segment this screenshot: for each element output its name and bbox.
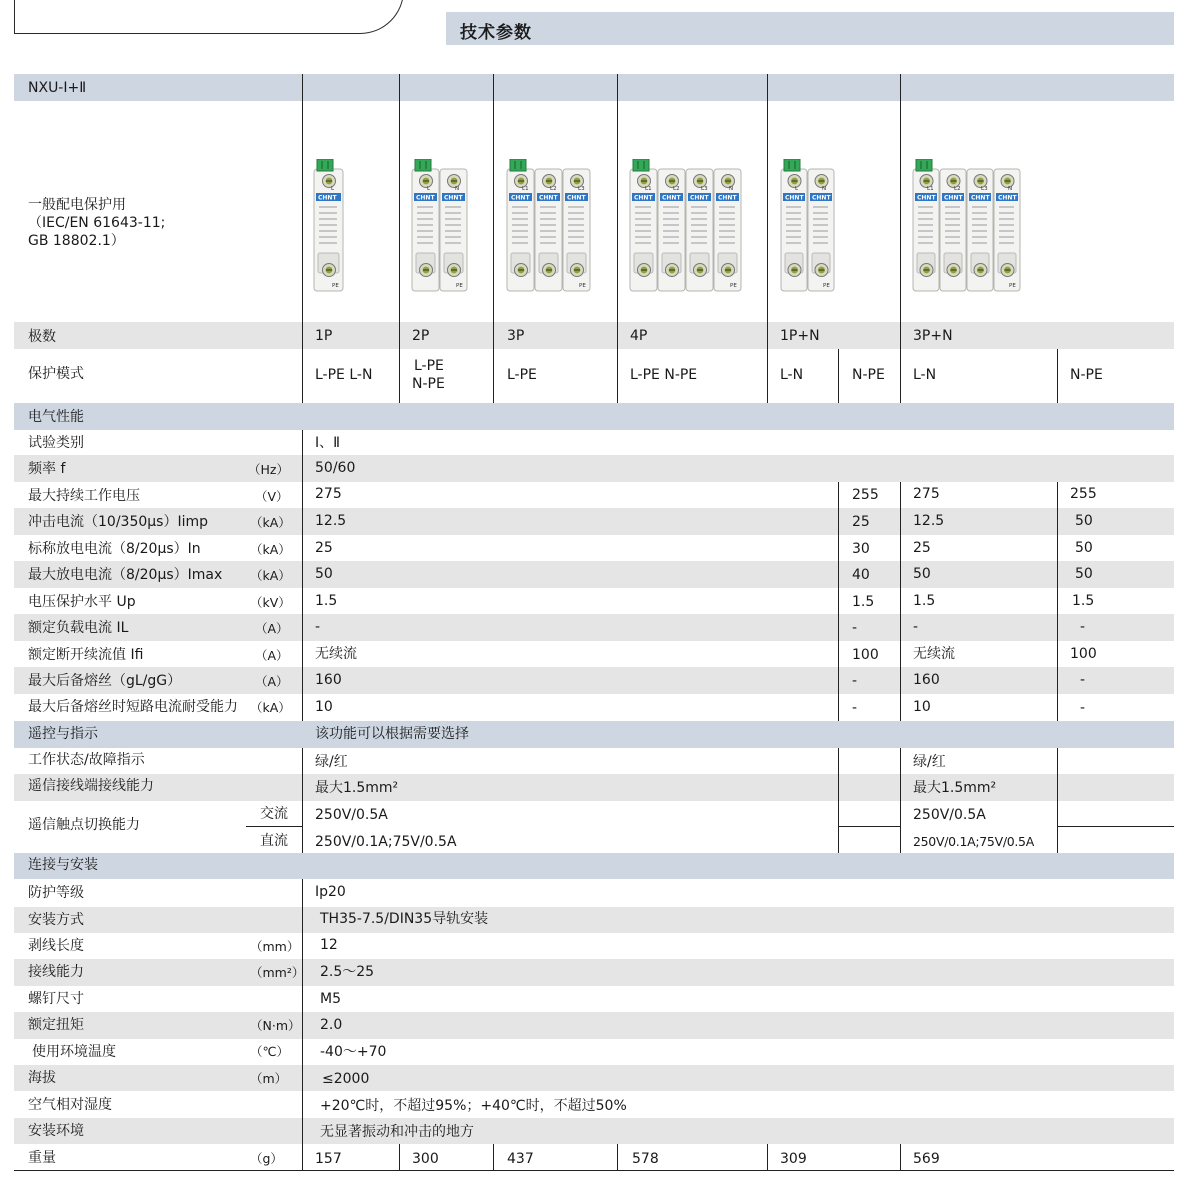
section-electrical: 电气性能 — [28, 409, 84, 425]
brand-label: CHNT — [690, 194, 709, 202]
row-n-value: 1.5 — [852, 594, 875, 610]
brand-label: CHNT — [812, 194, 831, 202]
terminal-marking: L3 — [981, 186, 988, 192]
col-divider — [302, 74, 303, 403]
section-band-electrical — [14, 403, 1174, 430]
row-3pn-value: 50 — [913, 566, 931, 582]
col-divider — [1057, 349, 1058, 403]
row-n-value: 40 — [852, 567, 870, 583]
terminal-marking: L1 — [645, 186, 652, 192]
pole-1p: 1P — [315, 328, 333, 344]
row-unit: （A） — [255, 674, 289, 689]
col-divider — [493, 1144, 494, 1170]
terminal-marking: L3 — [701, 186, 708, 192]
install-label: 防护等级 — [28, 885, 84, 901]
row-n-value: - — [852, 673, 858, 689]
install-label: 安装环境 — [28, 1123, 84, 1139]
install-unit: （℃） — [250, 1044, 290, 1059]
brand-label: CHNT — [971, 194, 990, 202]
terminal-marking: N — [455, 186, 460, 192]
terminal-marking: L2 — [673, 186, 680, 192]
install-unit: （m） — [250, 1071, 288, 1086]
row-label: 冲击电流（10/350μs）Iimp — [28, 514, 208, 530]
install-value: M5 — [320, 991, 341, 1007]
row-label: 最大后备熔丝（gL/gG） — [28, 673, 182, 689]
weight-1p-n: 309 — [780, 1151, 807, 1167]
row-label: 最大后备熔丝时短路电流耐受能力 — [28, 699, 238, 715]
section-band-install — [14, 853, 1174, 879]
band — [14, 322, 1174, 349]
dc-value-b: 250V/0.1A;75V/0.5A — [913, 834, 1034, 849]
row-unit: （kA） — [250, 515, 291, 530]
mode-3p-n-b: N-PE — [1070, 367, 1103, 383]
terminal-marking: PE — [579, 283, 586, 289]
remote-signal-plug — [916, 159, 932, 171]
page-title: 技术参数 — [460, 23, 532, 43]
row-main-value: - — [315, 619, 321, 635]
product-1p-drawing — [313, 159, 345, 295]
application-line-1: 一般配电保护用 — [28, 197, 126, 213]
rule — [1057, 826, 1174, 827]
install-value: Ip20 — [315, 884, 346, 900]
row-main-value: 50/60 — [315, 460, 356, 476]
row-unit: （kA） — [250, 542, 291, 557]
band — [14, 1118, 1174, 1144]
model-band — [14, 74, 1174, 101]
install-label: 安装方式 — [28, 912, 84, 928]
terminal-marking: PE — [730, 283, 737, 289]
row-3pn-value: 275 — [913, 486, 940, 502]
row-3pn-value: - — [913, 619, 919, 635]
col-divider — [838, 482, 839, 721]
col-divider — [302, 879, 303, 1170]
ac-value-b: 250V/0.5A — [913, 807, 986, 823]
remote-signal-plug — [510, 159, 526, 171]
row-main-value: 50 — [315, 566, 333, 582]
status-value-b: 绿/红 — [913, 754, 946, 770]
row-main-value: 25 — [315, 540, 333, 556]
row-main-value: 12.5 — [315, 513, 347, 529]
row-unit: （V） — [255, 489, 289, 504]
row-3pn-n-value: 255 — [1070, 486, 1097, 502]
col-divider — [900, 748, 901, 853]
mode-1p-n-a: L-N — [780, 367, 804, 383]
col-divider — [900, 74, 901, 403]
brand-label: CHNT — [944, 194, 963, 202]
install-label: 额定扭矩 — [28, 1017, 84, 1033]
install-value: ≤2000 — [322, 1071, 370, 1087]
col-divider — [399, 1144, 400, 1170]
row-main-value: 无续流 — [315, 646, 357, 662]
brand-label: CHNT — [785, 194, 804, 202]
row-label: 最大放电电流（8/20μs）Imax — [28, 567, 223, 583]
wire-value-a: 最大1.5mm² — [315, 780, 399, 796]
col-divider — [493, 74, 494, 403]
decorative-corner-frame — [14, 0, 404, 34]
install-label: 空气相对湿度 — [28, 1097, 112, 1113]
band — [14, 907, 1174, 933]
band — [14, 1012, 1174, 1039]
brand-label: CHNT — [662, 194, 681, 202]
weight-label: 重量 — [28, 1150, 56, 1166]
col-divider — [617, 1144, 618, 1170]
remote-note: 该功能可以根据需要选择 — [315, 726, 469, 742]
row-3pn-n-value: 100 — [1070, 646, 1097, 662]
col-divider — [838, 748, 839, 853]
brand-label: CHNT — [634, 194, 653, 202]
row-unit: （kV） — [250, 595, 291, 610]
brand-label: CHNT — [998, 194, 1017, 202]
weight-4p: 578 — [632, 1151, 659, 1167]
terminal-marking: L2 — [550, 186, 557, 192]
col-divider — [838, 349, 839, 403]
dc-label: 直流 — [260, 833, 288, 849]
row-label: 额定断开续流值 Ifi — [28, 647, 144, 663]
install-label: 使用环境温度 — [32, 1044, 116, 1060]
section-band-remote — [14, 721, 1174, 748]
switch-label: 遥信触点切换能力 — [28, 817, 140, 833]
col-divider — [900, 1144, 901, 1170]
col-divider — [302, 430, 303, 721]
pole-2p: 2P — [412, 328, 430, 344]
row-3pn-n-value: 50 — [1075, 513, 1093, 529]
terminal-marking: PE — [332, 283, 339, 289]
row-main-value: 275 — [315, 486, 342, 502]
terminal-marking: PE — [456, 283, 463, 289]
pole-3p-n: 3P+N — [913, 328, 953, 344]
install-unit: （N·m） — [250, 1018, 301, 1033]
row-main-value: 10 — [315, 699, 333, 715]
row-3pn-n-value: 50 — [1075, 566, 1093, 582]
brand-label: CHNT — [567, 194, 586, 202]
terminal-marking: L1 — [927, 186, 934, 192]
row-label: 最大持续工作电压 — [28, 488, 140, 504]
brand-label: CHNT — [917, 194, 936, 202]
product-1p-n-drawing — [780, 159, 836, 295]
weight-3p: 437 — [507, 1151, 534, 1167]
install-label: 接线能力 — [28, 964, 84, 980]
install-value: TH35-7.5/DIN35导轨安装 — [320, 911, 489, 927]
product-image-3p-n — [912, 159, 1022, 295]
product-image-1p-n — [780, 159, 836, 295]
section-install: 连接与安装 — [28, 857, 98, 873]
row-main-value: 1.5 — [315, 593, 338, 609]
pole-3p: 3P — [507, 328, 525, 344]
row-main-value: Ⅰ、Ⅱ — [315, 435, 341, 451]
row-3pn-value: 1.5 — [913, 593, 936, 609]
terminal-marking: N — [1008, 186, 1013, 192]
product-4p-drawing — [629, 159, 743, 295]
row-unit: （kA） — [250, 568, 291, 583]
terminal-marking: L — [331, 186, 335, 192]
brand-label: CHNT — [444, 194, 463, 202]
rule — [246, 826, 302, 827]
wire-value-b: 最大1.5mm² — [913, 780, 997, 796]
row-label: 试验类别 — [28, 435, 84, 451]
brand-label: CHNT — [511, 194, 530, 202]
mode-4p: L-PE N-PE — [630, 367, 698, 383]
row-unit: （A） — [255, 621, 289, 636]
col-divider — [767, 74, 768, 403]
terminal-marking: L — [795, 186, 799, 192]
row-3pn-value: 160 — [913, 672, 940, 688]
install-value: 无显著振动和冲击的地方 — [320, 1124, 474, 1140]
row-3pn-value: 无续流 — [913, 646, 955, 662]
col-divider — [399, 74, 400, 403]
install-label: 螺钉尺寸 — [28, 991, 84, 1007]
install-value: 2.5～25 — [320, 964, 375, 980]
row-n-value: 30 — [852, 541, 870, 557]
install-unit: （mm） — [250, 939, 300, 954]
mode-label: 保护模式 — [28, 366, 84, 382]
terminal-marking: PE — [1009, 283, 1016, 289]
terminal-marking: L — [427, 186, 431, 192]
header-bar — [446, 12, 1174, 45]
weight-1p: 157 — [315, 1151, 342, 1167]
pole-4p: 4P — [630, 328, 648, 344]
row-unit: （Hz） — [248, 462, 289, 477]
remote-signal-plug — [784, 159, 800, 171]
band — [14, 1065, 1174, 1091]
pole-1p-n: 1P+N — [780, 328, 820, 344]
band — [14, 614, 1174, 641]
row-n-value: 25 — [852, 514, 870, 530]
row-label: 标称放电电流（8/20μs）In — [28, 541, 201, 557]
mode-3p: L-PE — [507, 367, 537, 383]
band — [14, 774, 1174, 801]
col-divider — [1057, 482, 1058, 721]
band — [14, 667, 1174, 694]
install-unit: （mm²） — [250, 965, 305, 980]
product-2p-drawing — [411, 159, 469, 295]
mode-1p: L-PE L-N — [315, 367, 373, 383]
status-value-a: 绿/红 — [315, 754, 348, 770]
col-divider — [617, 74, 618, 403]
terminal-marking: N — [822, 186, 827, 192]
terminal-marking: PE — [823, 283, 830, 289]
row-main-value: 160 — [315, 672, 342, 688]
terminal-marking: L3 — [578, 186, 585, 192]
model-name: NXU-Ⅰ+Ⅱ — [28, 80, 87, 96]
ac-value-a: 250V/0.5A — [315, 807, 388, 823]
status-label: 工作状态/故障指示 — [28, 752, 145, 768]
row-3pn-n-value: 1.5 — [1072, 593, 1095, 609]
row-unit: （A） — [255, 648, 289, 663]
band — [14, 455, 1174, 482]
application-line-2: （IEC/EN 61643-11; — [28, 215, 166, 231]
row-n-value: - — [852, 700, 858, 716]
brand-label: CHNT — [416, 194, 435, 202]
weight-3p-n: 569 — [913, 1151, 940, 1167]
brand-label: CHNT — [718, 194, 737, 202]
col-divider — [767, 1144, 768, 1170]
weight-unit: （g） — [250, 1151, 283, 1166]
product-image-1p — [313, 159, 345, 295]
ac-label: 交流 — [260, 806, 288, 822]
install-label: 海拔 — [28, 1070, 56, 1086]
rule — [838, 826, 900, 827]
col-divider — [302, 748, 303, 853]
install-label: 剥线长度 — [28, 938, 84, 954]
remote-signal-plug — [415, 159, 431, 171]
col-divider — [900, 482, 901, 721]
row-3pn-value: 12.5 — [913, 513, 945, 529]
row-3pn-value: 10 — [913, 699, 931, 715]
col-divider — [1057, 748, 1058, 853]
weight-2p: 300 — [412, 1151, 439, 1167]
install-value: +20℃时，不超过95%；+40℃时，不超过50% — [320, 1098, 627, 1114]
row-3pn-n-value: - — [1080, 672, 1086, 688]
row-3pn-n-value: - — [1080, 619, 1086, 635]
table-bottom-rule — [14, 1170, 1174, 1171]
install-value: 12 — [320, 937, 338, 953]
product-3p-n-drawing — [912, 159, 1022, 295]
section-remote: 遥控与指示 — [28, 726, 98, 742]
remote-signal-plug — [317, 159, 333, 171]
row-label: 额定负载电流 IL — [28, 620, 129, 636]
terminal-marking: N — [729, 186, 734, 192]
application-line-3: GB 18802.1） — [28, 233, 125, 249]
remote-signal-plug — [633, 159, 649, 171]
install-value: 2.0 — [320, 1017, 343, 1033]
band — [14, 959, 1174, 986]
terminal-marking: L1 — [522, 186, 529, 192]
product-3p-drawing — [506, 159, 592, 295]
product-image-2p — [411, 159, 469, 295]
dc-value-a: 250V/0.1A;75V/0.5A — [315, 834, 457, 850]
row-3pn-n-value: - — [1080, 700, 1086, 716]
row-n-value: 100 — [852, 647, 879, 663]
product-image-3p — [506, 159, 592, 295]
brand-label: CHNT — [318, 194, 337, 202]
install-value: -40～+70 — [320, 1044, 387, 1060]
row-n-value: 255 — [852, 487, 879, 503]
terminal-marking: L2 — [954, 186, 961, 192]
mode-1p-n-b: N-PE — [852, 367, 885, 383]
poles-label: 极数 — [28, 329, 56, 345]
brand-label: CHNT — [539, 194, 558, 202]
mode-2p-b: N-PE — [412, 376, 445, 392]
row-unit: （kA） — [250, 700, 291, 715]
row-label: 电压保护水平 Up — [28, 594, 136, 610]
mode-3p-n-a: L-N — [913, 367, 937, 383]
row-label: 频率 f — [28, 461, 66, 477]
row-3pn-value: 25 — [913, 540, 931, 556]
row-n-value: - — [852, 620, 858, 636]
row-3pn-n-value: 50 — [1075, 540, 1093, 556]
wire-label: 遥信接线端接线能力 — [28, 778, 154, 794]
mode-2p-a: L-PE — [414, 358, 444, 374]
product-image-4p — [629, 159, 743, 295]
